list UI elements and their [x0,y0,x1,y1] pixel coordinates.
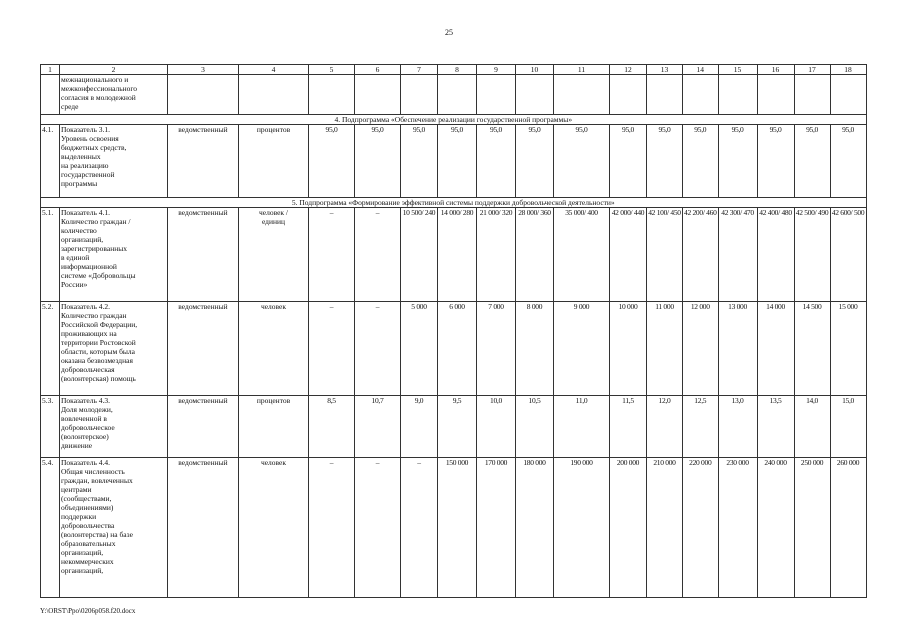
value-cell: 95,0 [309,125,355,198]
unit-cell: процентов [239,396,309,458]
value-cell: 14 500 [794,302,830,396]
col-header: 18 [830,65,866,75]
row-number: 5.1. [41,208,60,302]
value-cell: 28 000/ 360 [516,208,554,302]
value-cell: 10 500/ 240 [401,208,438,302]
value-cell: 200 000 [610,458,647,598]
col-header: 1 [41,65,60,75]
col-header: 2 [60,65,168,75]
value-cell: 8 000 [516,302,554,396]
value-cell: 8,5 [309,396,355,458]
value-cell: 13,0 [718,396,757,458]
value-cell: 42 600/ 500 [830,208,866,302]
value-cell: 190 000 [554,458,610,598]
indicators-table [40,64,867,598]
table-row [41,302,867,396]
value-cell: – [309,208,355,302]
value-cell: 5 000 [401,302,438,396]
value-cell: 95,0 [401,125,438,198]
value-cell: 95,0 [683,125,719,198]
value-cell: 14 000 [757,302,794,396]
col-header: 8 [438,65,477,75]
value-cell: 42 100/ 450 [647,208,683,302]
value-cell: 42 200/ 460 [683,208,719,302]
type-cell: ведомственный [168,458,239,598]
value-cell: – [355,208,401,302]
value-cell: 13,5 [757,396,794,458]
table-row-continuation [41,75,867,115]
col-header: 17 [794,65,830,75]
value-cell: 95,0 [718,125,757,198]
indicator-cell: Показатель 4.1. Количество граждан / количество организаций, зарегистрированных в единой информационной системе «Добровольцы России» [60,208,168,302]
value-cell: 95,0 [477,125,516,198]
type-cell: ведомственный [168,396,239,458]
value-cell: 12,0 [647,396,683,458]
value-cell: 9 000 [554,302,610,396]
indicator-cell: Показатель 4.4. Общая численность граждан, вовлеченных центрами (сообществами, объединениями) поддержки добровольчества (волонтерства) на базе образовательных организаций, некоммерческих организаций, [60,458,168,598]
value-cell: 95,0 [830,125,866,198]
indicator-cell: Показатель 3.1. Уровень освоения бюджетных средств, выделенных на реализацию государственной программы [60,125,168,198]
value-cell: 9,5 [438,396,477,458]
value-cell: 95,0 [438,125,477,198]
value-cell: 95,0 [554,125,610,198]
col-header: 11 [554,65,610,75]
unit-cell: процентов [239,125,309,198]
column-number-row [41,65,867,75]
col-header: 12 [610,65,647,75]
value-cell: 95,0 [610,125,647,198]
value-cell: 14,0 [794,396,830,458]
value-cell: 10,0 [477,396,516,458]
col-header: 15 [718,65,757,75]
indicator-cell: Показатель 4.2. Количество граждан Российской Федерации, проживающих на территории Ростовской области, которым была оказана безвозмездная добровольческая (волонтерская) помощь [60,302,168,396]
value-cell: 15 000 [830,302,866,396]
value-cell: 180 000 [516,458,554,598]
value-cell: 42 400/ 480 [757,208,794,302]
value-cell: 7 000 [477,302,516,396]
value-cell: 10 000 [610,302,647,396]
value-cell: 260 000 [830,458,866,598]
value-cell: 250 000 [794,458,830,598]
page-number: 25 [445,28,453,37]
value-cell: 35 000/ 400 [554,208,610,302]
row-number: 5.3. [41,396,60,458]
type-cell: ведомственный [168,125,239,198]
value-cell: 95,0 [355,125,401,198]
section-title: 5. Подпрограмма «Формирование эффективной системы поддержки добровольческой деятельности» [41,198,867,208]
row-number: 5.4. [41,458,60,598]
value-cell: – [401,458,438,598]
value-cell: 11,0 [554,396,610,458]
unit-cell: человек [239,302,309,396]
type-cell: ведомственный [168,302,239,396]
value-cell: 240 000 [757,458,794,598]
value-cell: 12,5 [683,396,719,458]
value-cell: 14 000/ 280 [438,208,477,302]
table-row [41,458,867,598]
table-row [41,396,867,458]
file-path-footer: Y:\ORST\Ppo\0206p058.f20.docx [40,607,136,615]
value-cell: 9,0 [401,396,438,458]
row-number: 5.2. [41,302,60,396]
value-cell: 95,0 [794,125,830,198]
value-cell: – [309,458,355,598]
col-header: 5 [309,65,355,75]
value-cell: 42 300/ 470 [718,208,757,302]
value-cell: – [355,302,401,396]
col-header: 4 [239,65,309,75]
unit-cell: человек / единиц [239,208,309,302]
indicator-cell: межнационального и межконфессионального согласия в молодежной среде [60,75,168,115]
col-header: 13 [647,65,683,75]
value-cell: 220 000 [683,458,719,598]
table-row [41,208,867,302]
value-cell: 13 000 [718,302,757,396]
value-cell: 42 500/ 490 [794,208,830,302]
value-cell: – [355,458,401,598]
section-header-row [41,198,867,208]
section-header-row [41,115,867,125]
value-cell: 95,0 [757,125,794,198]
value-cell: 12 000 [683,302,719,396]
col-header: 10 [516,65,554,75]
col-header: 6 [355,65,401,75]
value-cell: 6 000 [438,302,477,396]
value-cell: 42 000/ 440 [610,208,647,302]
value-cell: 230 000 [718,458,757,598]
row-number: 4.1. [41,125,60,198]
value-cell: 11 000 [647,302,683,396]
value-cell: 10,7 [355,396,401,458]
col-header: 7 [401,65,438,75]
section-title: 4. Подпрограмма «Обеспечение реализации государственной программы» [41,115,867,125]
value-cell: 11,5 [610,396,647,458]
type-cell: ведомственный [168,208,239,302]
value-cell: – [309,302,355,396]
col-header: 9 [477,65,516,75]
unit-cell: человек [239,458,309,598]
value-cell: 95,0 [647,125,683,198]
value-cell: 15,0 [830,396,866,458]
value-cell: 150 000 [438,458,477,598]
value-cell: 95,0 [516,125,554,198]
value-cell: 170 000 [477,458,516,598]
col-header: 14 [683,65,719,75]
col-header: 3 [168,65,239,75]
col-header: 16 [757,65,794,75]
value-cell: 210 000 [647,458,683,598]
indicator-cell: Показатель 4.3. Доля молодежи, вовлеченной в добровольческое (волонтерское) движение [60,396,168,458]
value-cell: 10,5 [516,396,554,458]
value-cell: 21 000/ 320 [477,208,516,302]
table-row [41,125,867,198]
